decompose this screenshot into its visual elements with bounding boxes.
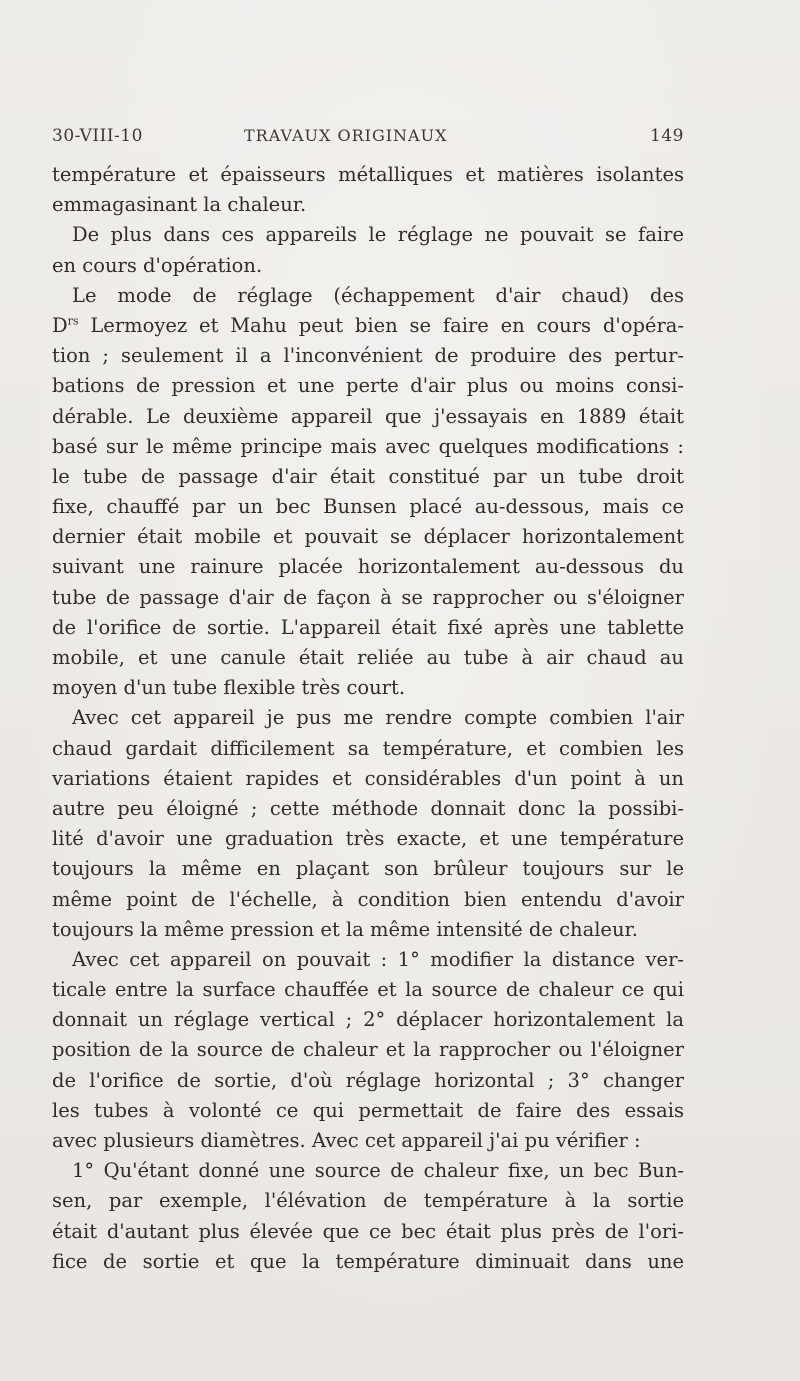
text-line <box>52 281 684 311</box>
text-line <box>52 975 684 1005</box>
text-line <box>52 1186 684 1216</box>
text-line-content: tion ; seulement il a l'inconvénient de produire des pertur- <box>52 344 684 368</box>
text-line-content: 1° Qu'étant donné une source de chaleur fixe, un bec Bun- <box>72 1159 684 1183</box>
title-abbreviation-superscript: rs <box>67 314 79 328</box>
text-line-content: en cours d'opération. <box>52 253 263 277</box>
text-line-content: même point de l'échelle, à condition bien entendu d'avoir <box>52 887 684 911</box>
text-line-content: Avec cet appareil on pouvait : 1° modifier la distance ver- <box>72 947 684 971</box>
text-line-content: toujours la même pression et la même intensité de chaleur. <box>52 917 638 941</box>
text-line <box>52 220 684 250</box>
header-issue-date: 30-VIII-10 <box>52 126 143 146</box>
text-line <box>52 251 684 281</box>
text-line-content: donnait un réglage vertical ; 2° déplacer horizontalement la <box>52 1008 684 1032</box>
text-line <box>52 1217 684 1247</box>
title-abbreviation: D <box>52 313 68 337</box>
text-line-content: suivant une rainure placée horizontalement au-dessous du <box>52 555 684 579</box>
text-line <box>52 522 684 552</box>
text-line <box>52 915 684 945</box>
text-line <box>52 1156 684 1186</box>
text-line <box>52 432 684 462</box>
text-line <box>52 1035 684 1065</box>
text-line-content: les tubes à volonté ce qui permettait de faire des essais <box>52 1098 684 1122</box>
text-line <box>52 402 684 432</box>
text-line-content: chaud gardait difficilement sa température, et combien les <box>52 736 684 760</box>
text-line-content: sen, par exemple, l'élévation de température à la sortie <box>52 1189 684 1213</box>
body-text <box>52 160 684 1277</box>
text-line <box>52 794 684 824</box>
text-line-content: dernier était mobile et pouvait se déplacer horizontalement <box>52 525 684 549</box>
header-section-title: TRAVAUX ORIGINAUX <box>244 126 448 145</box>
text-line-content: de l'orifice de sortie, d'où réglage horizontal ; 3° changer <box>52 1068 684 1092</box>
text-line <box>52 854 684 884</box>
text-line-content: autre peu éloigné ; cette méthode donnait donc la possibi- <box>52 796 684 820</box>
text-line-content: Le mode de réglage (échappement d'air chaud) des <box>72 283 684 307</box>
running-head <box>52 126 684 154</box>
text-line <box>52 311 684 341</box>
text-line-content: dérable. Le deuxième appareil que j'essayais en 1889 était <box>52 404 684 428</box>
text-line-content: avec plusieurs diamètres. Avec cet appareil j'ai pu vérifier : <box>52 1129 641 1152</box>
text-line <box>52 643 684 673</box>
text-line-content: moyen d'un tube flexible très court. <box>52 676 406 700</box>
text-line <box>52 734 684 764</box>
text-line <box>52 341 684 371</box>
text-line-content: fice de sortie et que la température diminuait dans une <box>52 1249 684 1273</box>
text-line <box>52 1247 684 1277</box>
text-line <box>52 1066 684 1096</box>
text-line <box>52 1126 684 1156</box>
text-line <box>52 1096 684 1126</box>
text-line <box>52 583 684 613</box>
text-line <box>52 945 684 975</box>
text-line <box>52 160 684 190</box>
text-line <box>52 1005 684 1035</box>
text-line-content: lité d'avoir une graduation très exacte, et une température <box>52 827 684 851</box>
text-line <box>52 824 684 854</box>
text-line <box>52 462 684 492</box>
text-line-content: mobile, et une canule était reliée au tube à air chaud au <box>52 646 684 669</box>
text-line <box>52 371 684 401</box>
text-line-content: toujours la même en plaçant son brûleur toujours sur le <box>52 857 684 881</box>
text-line-content: bations de pression et une perte d'air plus ou moins consi- <box>52 374 684 398</box>
text-line-content: variations étaient rapides et considérables d'un point à un <box>52 766 684 790</box>
text-line <box>52 552 684 582</box>
text-line <box>52 613 684 643</box>
text-line <box>52 764 684 794</box>
text-line-content: le tube de passage d'air était constitué par un tube droit <box>52 464 684 488</box>
text-line-content: De plus dans ces appareils le réglage ne pouvait se faire <box>72 223 684 247</box>
text-line-content: Lermoyez et Mahu peut bien se faire en cours d'opéra- <box>90 313 684 337</box>
text-line-content: était d'autant plus élevée que ce bec était plus près de l'ori- <box>52 1219 684 1243</box>
text-line-content: ticale entre la surface chauffée et la source de chaleur ce qui <box>52 978 684 1002</box>
text-line <box>52 703 684 733</box>
header-page-number: 149 <box>650 126 684 146</box>
text-line-content: Avec cet appareil je pus me rendre compte combien l'air <box>72 706 684 730</box>
text-line-content: emmagasinant la chaleur. <box>52 193 307 217</box>
text-line-content: tube de passage d'air de façon à se rapprocher ou s'éloigner <box>52 585 684 609</box>
text-line <box>52 190 684 220</box>
text-line-content: position de la source de chaleur et la rapprocher ou l'éloigner <box>52 1038 684 1062</box>
text-line-content: température et épaisseurs métalliques et matières isolantes <box>52 163 684 186</box>
text-line <box>52 885 684 915</box>
text-line-content: fixe, chauffé par un bec Bunsen placé au-dessous, mais ce <box>52 495 684 519</box>
text-line-content: basé sur le même principe mais avec quelques modifications : <box>52 434 684 458</box>
text-line <box>52 673 684 703</box>
text-line <box>52 492 684 522</box>
text-line-content: de l'orifice de sortie. L'appareil était fixé après une tablette <box>52 615 684 639</box>
